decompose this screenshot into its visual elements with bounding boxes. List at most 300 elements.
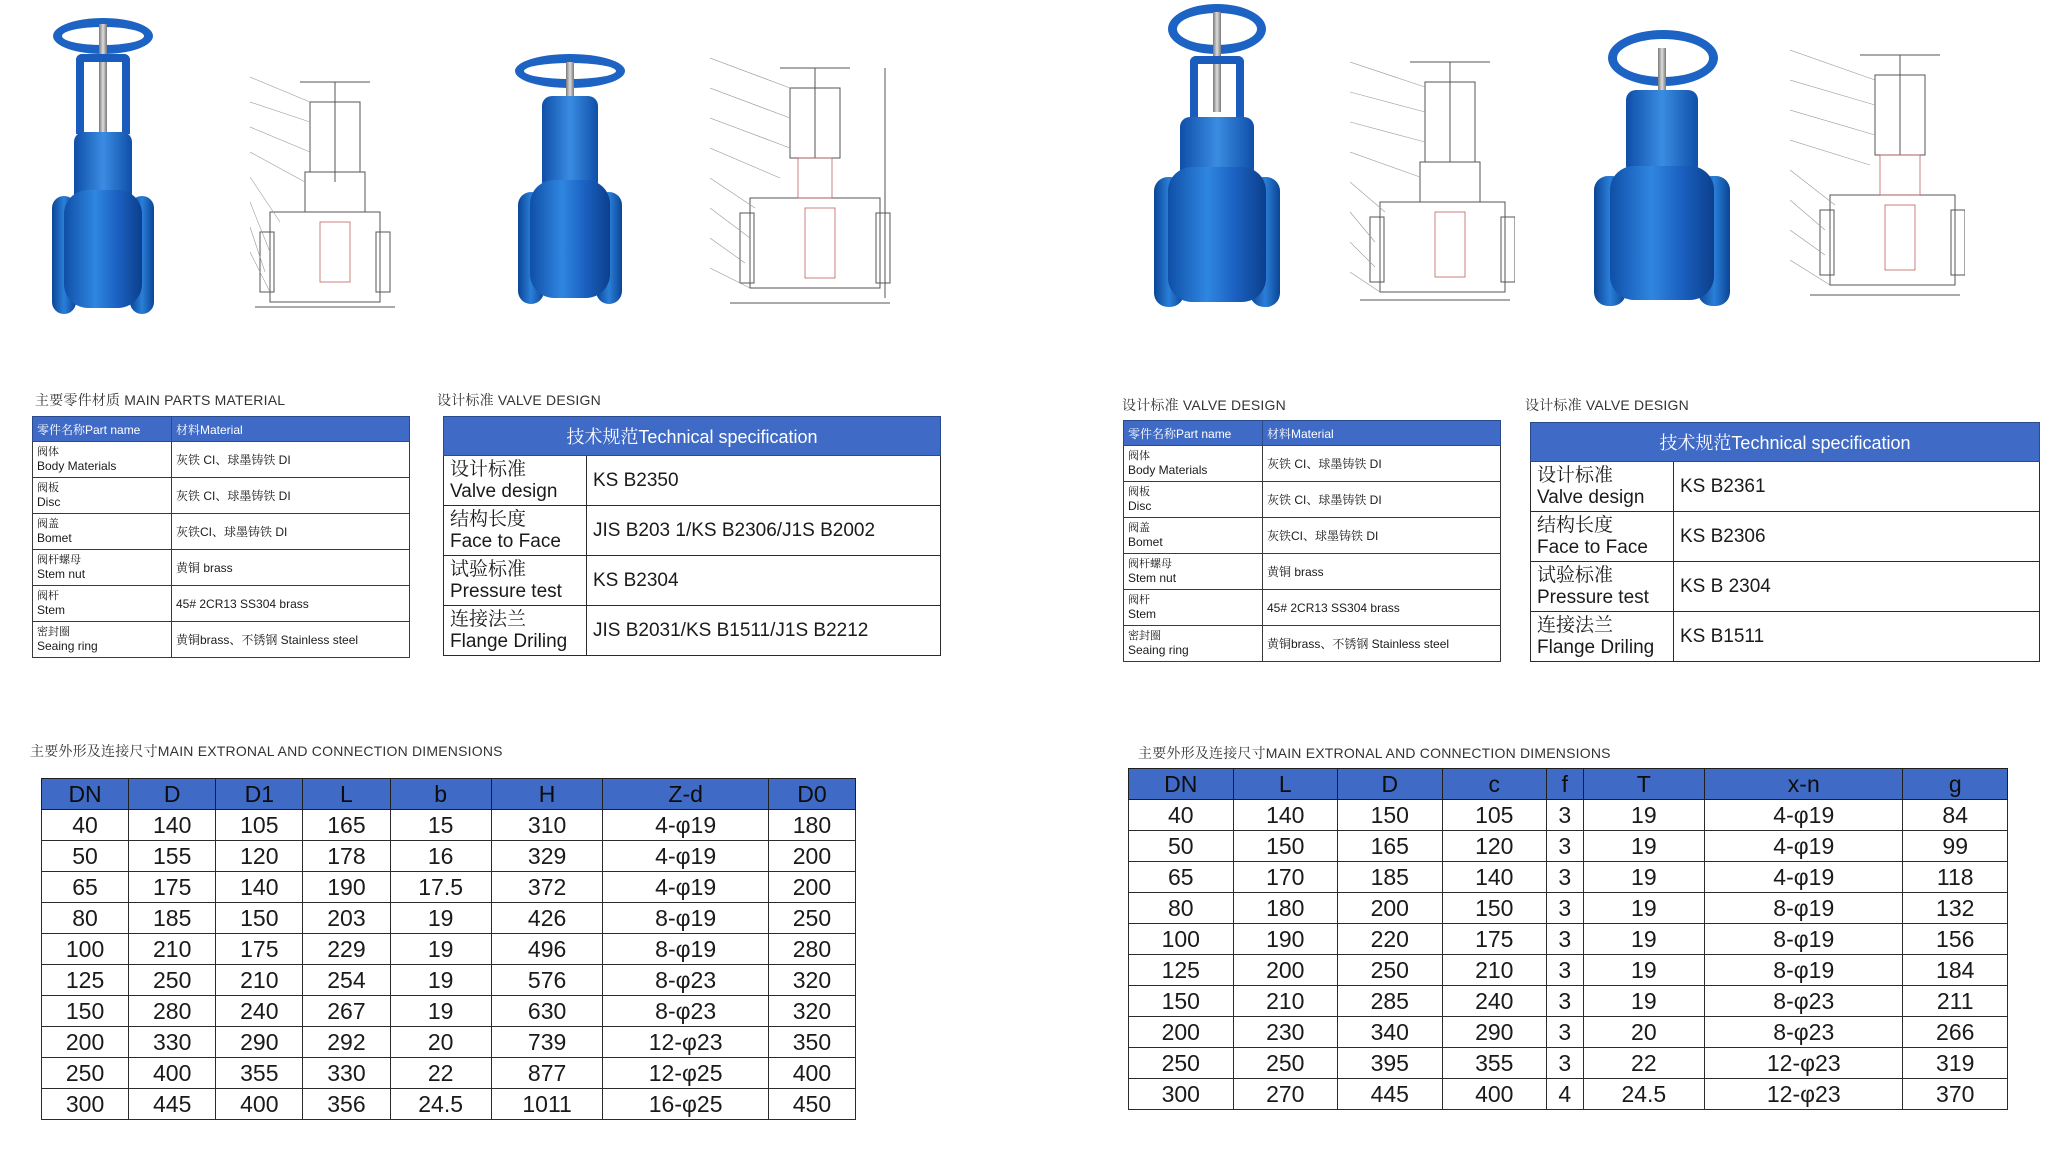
spec-value-cell: JIS B203 1/KS B2306/J1S B2002 xyxy=(587,506,941,556)
table-cell: 370 xyxy=(1903,1079,2008,1110)
materials-header-row xyxy=(1124,421,1501,446)
part-name-zh: 密封圈 xyxy=(1128,630,1161,642)
spec-value-cell: KS B1511 xyxy=(1674,612,2040,662)
dims-section-title: 主要外形及连接尺寸MAIN EXTRONAL AND CONNECTION DIMENSIONS xyxy=(30,743,503,759)
table-cell: 19 xyxy=(1583,986,1704,1017)
table-cell: 8-φ23 xyxy=(603,965,768,996)
table-cell: 12-φ25 xyxy=(603,1058,768,1089)
spec-section-title: 设计标准 VALVE DESIGN xyxy=(1525,397,1689,413)
table-row xyxy=(42,996,856,1027)
table-cell: 165 xyxy=(303,810,390,841)
spec-value-cell: KS B2350 xyxy=(587,456,941,506)
table-cell: 319 xyxy=(1903,1048,2008,1079)
table-row xyxy=(42,872,856,903)
table-cell: 8-φ19 xyxy=(1705,924,1903,955)
part-name-cell xyxy=(1124,446,1263,482)
materials-row xyxy=(33,622,410,658)
table-cell: 19 xyxy=(390,903,491,934)
spec-value-cell: KS B 2304 xyxy=(1674,562,2040,612)
gate-valve-photo-non-rising-stem xyxy=(1590,28,1735,310)
table-cell: 65 xyxy=(1129,862,1234,893)
table-cell: 190 xyxy=(303,872,390,903)
table-cell: 19 xyxy=(1583,893,1704,924)
spec-table xyxy=(1530,422,2040,662)
part-name-cell xyxy=(33,550,172,586)
part-name-en: Stem nut xyxy=(1128,571,1177,585)
table-cell: 180 xyxy=(768,810,855,841)
spec-key-en: Flange Driling xyxy=(450,630,568,652)
part-name-zh: 阀体 xyxy=(37,446,59,458)
dims-column-header: D xyxy=(1338,769,1443,800)
spec-key-zh: 设计标准 xyxy=(1537,464,1614,486)
material-cell: 灰铁 CI、球墨铸铁 DI xyxy=(172,442,410,478)
materials-row xyxy=(33,550,410,586)
table-cell: 12-φ23 xyxy=(603,1027,768,1058)
spec-key-cell xyxy=(444,556,587,606)
table-row xyxy=(42,965,856,996)
table-cell: 8-φ23 xyxy=(1705,1017,1903,1048)
spec-key-cell xyxy=(1531,462,1674,512)
part-name-zh: 阀体 xyxy=(1128,450,1150,462)
table-cell: 4-φ19 xyxy=(1705,862,1903,893)
materials-table xyxy=(1123,420,1501,662)
table-cell: 20 xyxy=(390,1027,491,1058)
table-cell: 211 xyxy=(1903,986,2008,1017)
table-cell: 240 xyxy=(1442,986,1547,1017)
spec-key-en: Flange Driling xyxy=(1537,636,1655,658)
table-cell: 877 xyxy=(491,1058,603,1089)
table-cell: 3 xyxy=(1547,1017,1584,1048)
spec-value-cell: KS B2361 xyxy=(1674,462,2040,512)
table-row xyxy=(1129,831,2008,862)
table-cell: 350 xyxy=(768,1027,855,1058)
table-cell: 450 xyxy=(768,1089,855,1120)
table-cell: 280 xyxy=(129,996,216,1027)
table-cell: 156 xyxy=(1903,924,2008,955)
dims-column-header: L xyxy=(303,779,390,810)
table-cell: 178 xyxy=(303,841,390,872)
table-cell: 8-φ23 xyxy=(603,996,768,1027)
spec-key-en: Face to Face xyxy=(450,530,561,552)
table-cell: 19 xyxy=(1583,831,1704,862)
table-cell: 16-φ25 xyxy=(603,1089,768,1120)
spec-row xyxy=(1531,512,2040,562)
table-cell: 340 xyxy=(1338,1017,1443,1048)
table-row xyxy=(42,1027,856,1058)
table-cell: 266 xyxy=(1903,1017,2008,1048)
table-cell: 140 xyxy=(1233,800,1338,831)
materials-row xyxy=(1124,482,1501,518)
table-cell: 185 xyxy=(129,903,216,934)
table-cell: 80 xyxy=(1129,893,1234,924)
table-cell: 50 xyxy=(42,841,129,872)
table-cell: 355 xyxy=(216,1058,303,1089)
table-cell: 496 xyxy=(491,934,603,965)
table-cell: 250 xyxy=(42,1058,129,1089)
table-cell: 150 xyxy=(1129,986,1234,1017)
table-cell: 310 xyxy=(491,810,603,841)
part-name-zh: 阀杆 xyxy=(37,590,59,602)
table-cell: 140 xyxy=(1442,862,1547,893)
part-name-en: Disc xyxy=(37,495,61,509)
dims-column-header: Z-d xyxy=(603,779,768,810)
part-name-en: Seaing ring xyxy=(1128,643,1189,657)
table-row xyxy=(42,934,856,965)
table-cell: 395 xyxy=(1338,1048,1443,1079)
spec-row xyxy=(1531,562,2040,612)
table-cell: 19 xyxy=(1583,924,1704,955)
material-cell: 45# 2CR13 SS304 brass xyxy=(1263,590,1501,626)
table-cell: 16 xyxy=(390,841,491,872)
spec-key-cell xyxy=(1531,562,1674,612)
spec-key-zh: 试验标准 xyxy=(1537,564,1614,586)
spec-key-zh: 连接法兰 xyxy=(450,608,527,630)
table-cell: 630 xyxy=(491,996,603,1027)
table-cell: 155 xyxy=(129,841,216,872)
table-cell: 22 xyxy=(390,1058,491,1089)
table-cell: 19 xyxy=(1583,862,1704,893)
part-name-zh: 阀杆螺母 xyxy=(37,554,81,566)
materials-table xyxy=(32,416,410,658)
spec-key-zh: 试验标准 xyxy=(450,558,527,580)
material-cell: 灰铁 CI、球墨铸铁 DI xyxy=(172,478,410,514)
header-material: 材料Material xyxy=(1263,421,1501,446)
material-cell: 灰铁 CI、球墨铸铁 DI xyxy=(1263,482,1501,518)
dims-column-header: D xyxy=(129,779,216,810)
material-cell: 灰铁CI、球墨铸铁 DI xyxy=(172,514,410,550)
table-cell: 190 xyxy=(1233,924,1338,955)
table-cell: 19 xyxy=(1583,955,1704,986)
part-name-cell xyxy=(33,442,172,478)
table-cell: 175 xyxy=(216,934,303,965)
table-cell: 4-φ19 xyxy=(603,872,768,903)
table-cell: 100 xyxy=(42,934,129,965)
part-name-zh: 阀杆螺母 xyxy=(1128,558,1172,570)
table-cell: 3 xyxy=(1547,800,1584,831)
table-cell: 65 xyxy=(42,872,129,903)
spec-header-row xyxy=(444,417,941,456)
header-material: 材料Material xyxy=(172,417,410,442)
table-cell: 105 xyxy=(216,810,303,841)
table-row xyxy=(42,1058,856,1089)
spec-key-zh: 连接法兰 xyxy=(1537,614,1614,636)
table-cell: 372 xyxy=(491,872,603,903)
table-cell: 240 xyxy=(216,996,303,1027)
table-cell: 200 xyxy=(42,1027,129,1058)
table-cell: 300 xyxy=(42,1089,129,1120)
material-cell: 黄铜 brass xyxy=(1263,554,1501,590)
table-cell: 280 xyxy=(768,934,855,965)
materials-section-title: 设计标准 VALVE DESIGN xyxy=(1122,397,1286,413)
materials-row xyxy=(1124,518,1501,554)
part-name-cell xyxy=(1124,626,1263,662)
table-cell: 4-φ19 xyxy=(1705,800,1903,831)
table-cell: 170 xyxy=(1233,862,1338,893)
part-name-cell xyxy=(33,514,172,550)
part-name-en: Stem nut xyxy=(37,567,86,581)
part-name-zh: 阀板 xyxy=(37,482,59,494)
table-row xyxy=(42,810,856,841)
table-row xyxy=(42,903,856,934)
table-cell: 220 xyxy=(1338,924,1443,955)
spec-value-cell: KS B2306 xyxy=(1674,512,2040,562)
table-cell: 329 xyxy=(491,841,603,872)
part-name-cell xyxy=(1124,518,1263,554)
table-cell: 576 xyxy=(491,965,603,996)
table-cell: 200 xyxy=(768,872,855,903)
part-name-cell xyxy=(33,478,172,514)
table-cell: 180 xyxy=(1233,893,1338,924)
table-cell: 19 xyxy=(390,965,491,996)
table-cell: 292 xyxy=(303,1027,390,1058)
table-cell: 739 xyxy=(491,1027,603,1058)
materials-row xyxy=(33,442,410,478)
spec-key-en: Pressure test xyxy=(1537,586,1649,608)
spec-value-cell: KS B2304 xyxy=(587,556,941,606)
table-cell: 140 xyxy=(129,810,216,841)
header-part-name: 零件名称Part name xyxy=(1124,421,1263,446)
part-name-cell xyxy=(1124,482,1263,518)
table-cell: 270 xyxy=(1233,1079,1338,1110)
table-cell: 84 xyxy=(1903,800,2008,831)
spec-row xyxy=(444,506,941,556)
table-row xyxy=(1129,1048,2008,1079)
spec-key-cell xyxy=(1531,512,1674,562)
materials-row xyxy=(1124,626,1501,662)
dims-column-header: DN xyxy=(42,779,129,810)
table-cell: 120 xyxy=(1442,831,1547,862)
part-name-zh: 阀杆 xyxy=(1128,594,1150,606)
part-name-zh: 阀板 xyxy=(1128,486,1150,498)
table-row xyxy=(1129,893,2008,924)
material-cell: 黄铜brass、不锈钢 Stainless steel xyxy=(1263,626,1501,662)
table-cell: 210 xyxy=(1233,986,1338,1017)
dims-column-header: x-n xyxy=(1705,769,1903,800)
dims-column-header: c xyxy=(1442,769,1547,800)
table-cell: 105 xyxy=(1442,800,1547,831)
spec-key-cell xyxy=(1531,612,1674,662)
table-cell: 24.5 xyxy=(390,1089,491,1120)
table-row xyxy=(1129,1079,2008,1110)
spec-row xyxy=(444,606,941,656)
table-cell: 132 xyxy=(1903,893,2008,924)
table-cell: 250 xyxy=(768,903,855,934)
table-cell: 175 xyxy=(1442,924,1547,955)
table-cell: 203 xyxy=(303,903,390,934)
spec-header: 技术规范Technical specification xyxy=(1531,423,2040,462)
table-cell: 355 xyxy=(1442,1048,1547,1079)
dims-header-row xyxy=(1129,769,2008,800)
materials-header-row xyxy=(33,417,410,442)
table-cell: 356 xyxy=(303,1089,390,1120)
material-cell: 黄铜 brass xyxy=(172,550,410,586)
dims-column-header: DN xyxy=(1129,769,1234,800)
table-cell: 12-φ23 xyxy=(1705,1048,1903,1079)
table-cell: 3 xyxy=(1547,893,1584,924)
table-cell: 285 xyxy=(1338,986,1443,1017)
table-cell: 150 xyxy=(42,996,129,1027)
spec-value-cell: JIS B2031/KS B1511/J1S B2212 xyxy=(587,606,941,656)
table-cell: 250 xyxy=(1233,1048,1338,1079)
spec-row xyxy=(444,556,941,606)
part-name-en: Seaing ring xyxy=(37,639,98,653)
table-cell: 185 xyxy=(1338,862,1443,893)
valve-technical-drawing xyxy=(710,48,900,313)
table-cell: 200 xyxy=(1233,955,1338,986)
table-cell: 150 xyxy=(216,903,303,934)
dims-column-header: L xyxy=(1233,769,1338,800)
part-name-en: Stem xyxy=(1128,607,1157,621)
dims-header-row xyxy=(42,779,856,810)
table-cell: 3 xyxy=(1547,1048,1584,1079)
table-cell: 99 xyxy=(1903,831,2008,862)
table-cell: 3 xyxy=(1547,862,1584,893)
table-cell: 400 xyxy=(216,1089,303,1120)
part-name-cell xyxy=(1124,590,1263,626)
table-cell: 200 xyxy=(1129,1017,1234,1048)
table-cell: 320 xyxy=(768,965,855,996)
spec-section-title: 设计标准 VALVE DESIGN xyxy=(437,392,601,408)
material-cell: 灰铁 CI、球墨铸铁 DI xyxy=(1263,446,1501,482)
dims-column-header: g xyxy=(1903,769,2008,800)
table-cell: 250 xyxy=(1338,955,1443,986)
table-cell: 150 xyxy=(1338,800,1443,831)
table-cell: 210 xyxy=(1442,955,1547,986)
part-name-zh: 阀盖 xyxy=(37,518,59,530)
table-cell: 3 xyxy=(1547,831,1584,862)
table-cell: 150 xyxy=(1233,831,1338,862)
valve-technical-drawing xyxy=(1350,52,1515,307)
table-cell: 175 xyxy=(129,872,216,903)
materials-row xyxy=(1124,446,1501,482)
part-name-en: Body Materials xyxy=(37,459,117,473)
part-name-en: Bomet xyxy=(37,531,72,545)
table-cell: 3 xyxy=(1547,924,1584,955)
table-cell: 125 xyxy=(1129,955,1234,986)
table-cell: 8-φ19 xyxy=(1705,893,1903,924)
table-cell: 8-φ19 xyxy=(1705,955,1903,986)
material-cell: 45# 2CR13 SS304 brass xyxy=(172,586,410,622)
materials-section-title: 主要零件材质 MAIN PARTS MATERIAL xyxy=(35,392,286,408)
table-cell: 210 xyxy=(216,965,303,996)
table-cell: 19 xyxy=(1583,800,1704,831)
materials-row xyxy=(33,478,410,514)
table-cell: 254 xyxy=(303,965,390,996)
table-cell: 400 xyxy=(1442,1079,1547,1110)
table-cell: 1011 xyxy=(491,1089,603,1120)
spec-row xyxy=(1531,612,2040,662)
dims-column-header: H xyxy=(491,779,603,810)
part-name-en: Bomet xyxy=(1128,535,1163,549)
gate-valve-photo-rising-stem xyxy=(1150,2,1285,312)
dims-section-title: 主要外形及连接尺寸MAIN EXTRONAL AND CONNECTION DIMENSIONS xyxy=(1138,745,1611,761)
table-cell: 200 xyxy=(1338,893,1443,924)
spec-key-zh: 结构长度 xyxy=(1537,514,1614,536)
table-cell: 230 xyxy=(1233,1017,1338,1048)
table-cell: 445 xyxy=(129,1089,216,1120)
table-cell: 118 xyxy=(1903,862,2008,893)
materials-row xyxy=(33,514,410,550)
table-cell: 17.5 xyxy=(390,872,491,903)
table-cell: 50 xyxy=(1129,831,1234,862)
materials-row xyxy=(1124,554,1501,590)
spec-key-en: Pressure test xyxy=(450,580,562,602)
table-cell: 290 xyxy=(216,1027,303,1058)
table-cell: 400 xyxy=(129,1058,216,1089)
table-cell: 165 xyxy=(1338,831,1443,862)
gate-valve-photo-non-rising-stem xyxy=(510,52,630,307)
dims-column-header: D0 xyxy=(768,779,855,810)
table-row xyxy=(42,1089,856,1120)
dims-column-header: D1 xyxy=(216,779,303,810)
table-row xyxy=(1129,955,2008,986)
table-cell: 3 xyxy=(1547,955,1584,986)
table-cell: 120 xyxy=(216,841,303,872)
table-cell: 8-φ23 xyxy=(1705,986,1903,1017)
part-name-en: Body Materials xyxy=(1128,463,1208,477)
table-cell: 426 xyxy=(491,903,603,934)
table-row xyxy=(1129,986,2008,1017)
spec-key-cell xyxy=(444,606,587,656)
table-cell: 140 xyxy=(216,872,303,903)
table-cell: 20 xyxy=(1583,1017,1704,1048)
material-cell: 灰铁CI、球墨铸铁 DI xyxy=(1263,518,1501,554)
spec-key-cell xyxy=(444,506,587,556)
table-cell: 4 xyxy=(1547,1079,1584,1110)
table-cell: 100 xyxy=(1129,924,1234,955)
table-cell: 250 xyxy=(129,965,216,996)
part-name-en: Disc xyxy=(1128,499,1152,513)
gate-valve-photo-rising-stem xyxy=(48,14,158,314)
spec-key-en: Valve design xyxy=(1537,486,1645,508)
dims-column-header: b xyxy=(390,779,491,810)
table-cell: 22 xyxy=(1583,1048,1704,1079)
valve-technical-drawing xyxy=(250,62,400,312)
table-cell: 19 xyxy=(390,996,491,1027)
table-cell: 80 xyxy=(42,903,129,934)
spec-key-cell xyxy=(444,456,587,506)
materials-row xyxy=(1124,590,1501,626)
table-cell: 40 xyxy=(1129,800,1234,831)
table-cell: 19 xyxy=(390,934,491,965)
table-cell: 229 xyxy=(303,934,390,965)
table-row xyxy=(1129,800,2008,831)
table-cell: 40 xyxy=(42,810,129,841)
part-name-cell xyxy=(1124,554,1263,590)
table-cell: 12-φ23 xyxy=(1705,1079,1903,1110)
spec-key-zh: 结构长度 xyxy=(450,508,527,530)
spec-key-en: Valve design xyxy=(450,480,558,502)
table-cell: 330 xyxy=(303,1058,390,1089)
table-cell: 445 xyxy=(1338,1079,1443,1110)
dims-column-header: T xyxy=(1583,769,1704,800)
spec-key-zh: 设计标准 xyxy=(450,458,527,480)
table-cell: 150 xyxy=(1442,893,1547,924)
table-cell: 250 xyxy=(1129,1048,1234,1079)
table-cell: 15 xyxy=(390,810,491,841)
table-cell: 125 xyxy=(42,965,129,996)
table-cell: 4-φ19 xyxy=(1705,831,1903,862)
table-cell: 3 xyxy=(1547,986,1584,1017)
table-cell: 267 xyxy=(303,996,390,1027)
table-cell: 320 xyxy=(768,996,855,1027)
part-name-cell xyxy=(33,622,172,658)
table-row xyxy=(1129,862,2008,893)
table-cell: 300 xyxy=(1129,1079,1234,1110)
part-name-cell xyxy=(33,586,172,622)
spec-header-row xyxy=(1531,423,2040,462)
table-cell: 24.5 xyxy=(1583,1079,1704,1110)
